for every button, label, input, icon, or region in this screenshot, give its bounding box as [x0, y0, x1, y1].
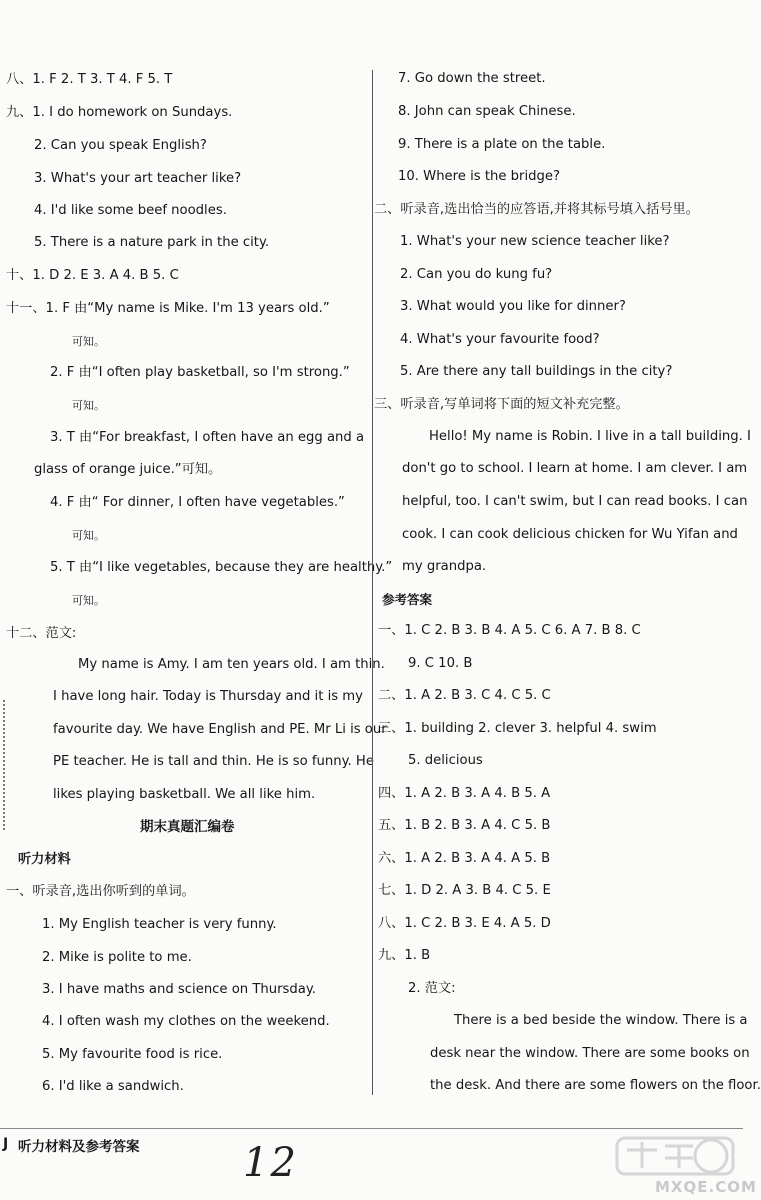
- handwritten-page-number: 12: [243, 1140, 298, 1186]
- essay-line: I have long hair. Today is Thursday and it is my: [53, 689, 363, 704]
- answer-line: 四、1. A 2. B 3. A 4. B 5. A: [378, 786, 551, 801]
- answer-line: 六、1. A 2. B 3. A 4. A 5. B: [378, 851, 551, 866]
- footer-rule: [0, 1128, 743, 1129]
- essay-line: desk near the window. There are some books on: [430, 1046, 750, 1061]
- answer-line: 十、1. D 2. E 3. A 4. B 5. C: [6, 268, 179, 283]
- passage-line: Hello! My name is Robin. I live in a tall building. I: [429, 429, 751, 444]
- listening-line: 9. There is a plate on the table.: [398, 137, 606, 152]
- answer-line: 九、1. I do homework on Sundays.: [6, 105, 233, 120]
- essay-line: the desk. And there are some flowers on the floor.: [430, 1078, 761, 1093]
- listening-line: 1. My English teacher is very funny.: [42, 917, 277, 932]
- section-heading: 参考答案: [382, 592, 433, 607]
- answer-line: 八、1. F 2. T 3. T 4. F 5. T: [6, 72, 173, 87]
- answer-line: 二、1. A 2. B 3. C 4. C 5. C: [378, 688, 551, 703]
- question-heading: 一、听录音,选出你听到的单词。: [6, 884, 195, 899]
- listening-line: 6. I'd like a sandwich.: [42, 1079, 184, 1094]
- question-heading: 二、听录音,选出恰当的应答语,并将其标号填入括号里。: [374, 202, 699, 217]
- answer-line: 可知。: [72, 335, 105, 348]
- answer-line: glass of orange juice.”可知。: [34, 462, 222, 477]
- essay-line: favourite day. We have English and PE. Mr Li is our: [53, 722, 387, 737]
- listening-line: 10. Where is the bridge?: [398, 169, 560, 184]
- passage-line: helpful, too. I can't swim, but I can read books. I can: [402, 494, 748, 509]
- listening-line: 3. What would you like for dinner?: [400, 299, 626, 314]
- answer-line: 2. 范文:: [408, 981, 456, 996]
- margin-dots: [3, 700, 5, 830]
- passage-line: don't go to school. I learn at home. I am clever. I am: [402, 461, 748, 476]
- listening-line: 3. I have maths and science on Thursday.: [42, 982, 316, 997]
- essay-line: There is a bed beside the window. There is a: [454, 1013, 748, 1028]
- answer-line: 可知。: [72, 529, 105, 542]
- listening-line: 2. Can you do kung fu?: [400, 267, 553, 282]
- essay-line: My name is Amy. I am ten years old. I am thin.: [78, 657, 385, 672]
- watermark-text: MXQE.COM: [655, 1178, 757, 1196]
- answer-line: 4. I'd like some beef noodles.: [34, 203, 227, 218]
- section-title: 期末真题汇编卷: [140, 819, 235, 835]
- listening-line: 2. Mike is polite to me.: [42, 950, 192, 965]
- answer-line: 4. F 由“ For dinner, I often have vegetables.”: [50, 495, 345, 510]
- answer-line: 八、1. C 2. B 3. E 4. A 5. D: [378, 916, 551, 931]
- answer-line: 2. F 由“I often play basketball, so I'm strong.”: [50, 365, 350, 380]
- essay-line: PE teacher. He is tall and thin. He is so funny. He: [53, 754, 374, 769]
- answer-line: 九、1. B: [378, 948, 431, 963]
- answer-line: 2. Can you speak English?: [34, 138, 207, 153]
- answer-line: 三、1. building 2. clever 3. helpful 4. swim: [378, 721, 657, 736]
- answer-line: 十一、1. F 由“My name is Mike. I'm 13 years old.”: [6, 301, 330, 316]
- listening-line: 1. What's your new science teacher like?: [400, 234, 670, 249]
- essay-line: likes playing basketball. We all like him.: [53, 787, 316, 802]
- answer-line: 一、1. C 2. B 3. B 4. A 5. C 6. A 7. B 8. C: [378, 623, 641, 638]
- answer-line: 5. delicious: [408, 753, 483, 768]
- passage-line: cook. I can cook delicious chicken for Wu Yifan and: [402, 527, 738, 542]
- listening-line: 7. Go down the street.: [398, 71, 546, 86]
- answer-line: 5. There is a nature park in the city.: [34, 235, 270, 250]
- answer-line: 五、1. B 2. B 3. A 4. C 5. B: [378, 818, 551, 833]
- answer-line: 七、1. D 2. A 3. B 4. C 5. E: [378, 883, 551, 898]
- answer-line: 9. C 10. B: [408, 656, 473, 671]
- question-heading: 三、听录音,写单词将下面的短文补充完整。: [374, 397, 629, 412]
- listening-line: 4. What's your favourite food?: [400, 332, 600, 347]
- answer-line: 3. What's your art teacher like?: [34, 171, 242, 186]
- passage-line: my grandpa.: [402, 559, 487, 574]
- column-divider: [372, 70, 373, 1095]
- listening-line: 8. John can speak Chinese.: [398, 104, 576, 119]
- listening-line: 5. Are there any tall buildings in the city?: [400, 364, 673, 379]
- answer-line: 5. T 由“I like vegetables, because they are healthy.”: [50, 560, 393, 575]
- listening-line: 5. My favourite food is rice.: [42, 1047, 223, 1062]
- listening-line: 4. I often wash my clothes on the weekend.: [42, 1014, 330, 1029]
- answer-line: 十二、范文:: [6, 626, 77, 641]
- answer-line: 可知。: [72, 594, 105, 607]
- section-heading: 听力材料: [18, 852, 71, 867]
- footer-mark: J: [3, 1136, 9, 1152]
- answer-line: 可知。: [72, 399, 105, 412]
- answer-line: 3. T 由“For breakfast, I often have an egg and a: [50, 430, 365, 445]
- footer-title: 听力材料及参考答案: [18, 1139, 140, 1155]
